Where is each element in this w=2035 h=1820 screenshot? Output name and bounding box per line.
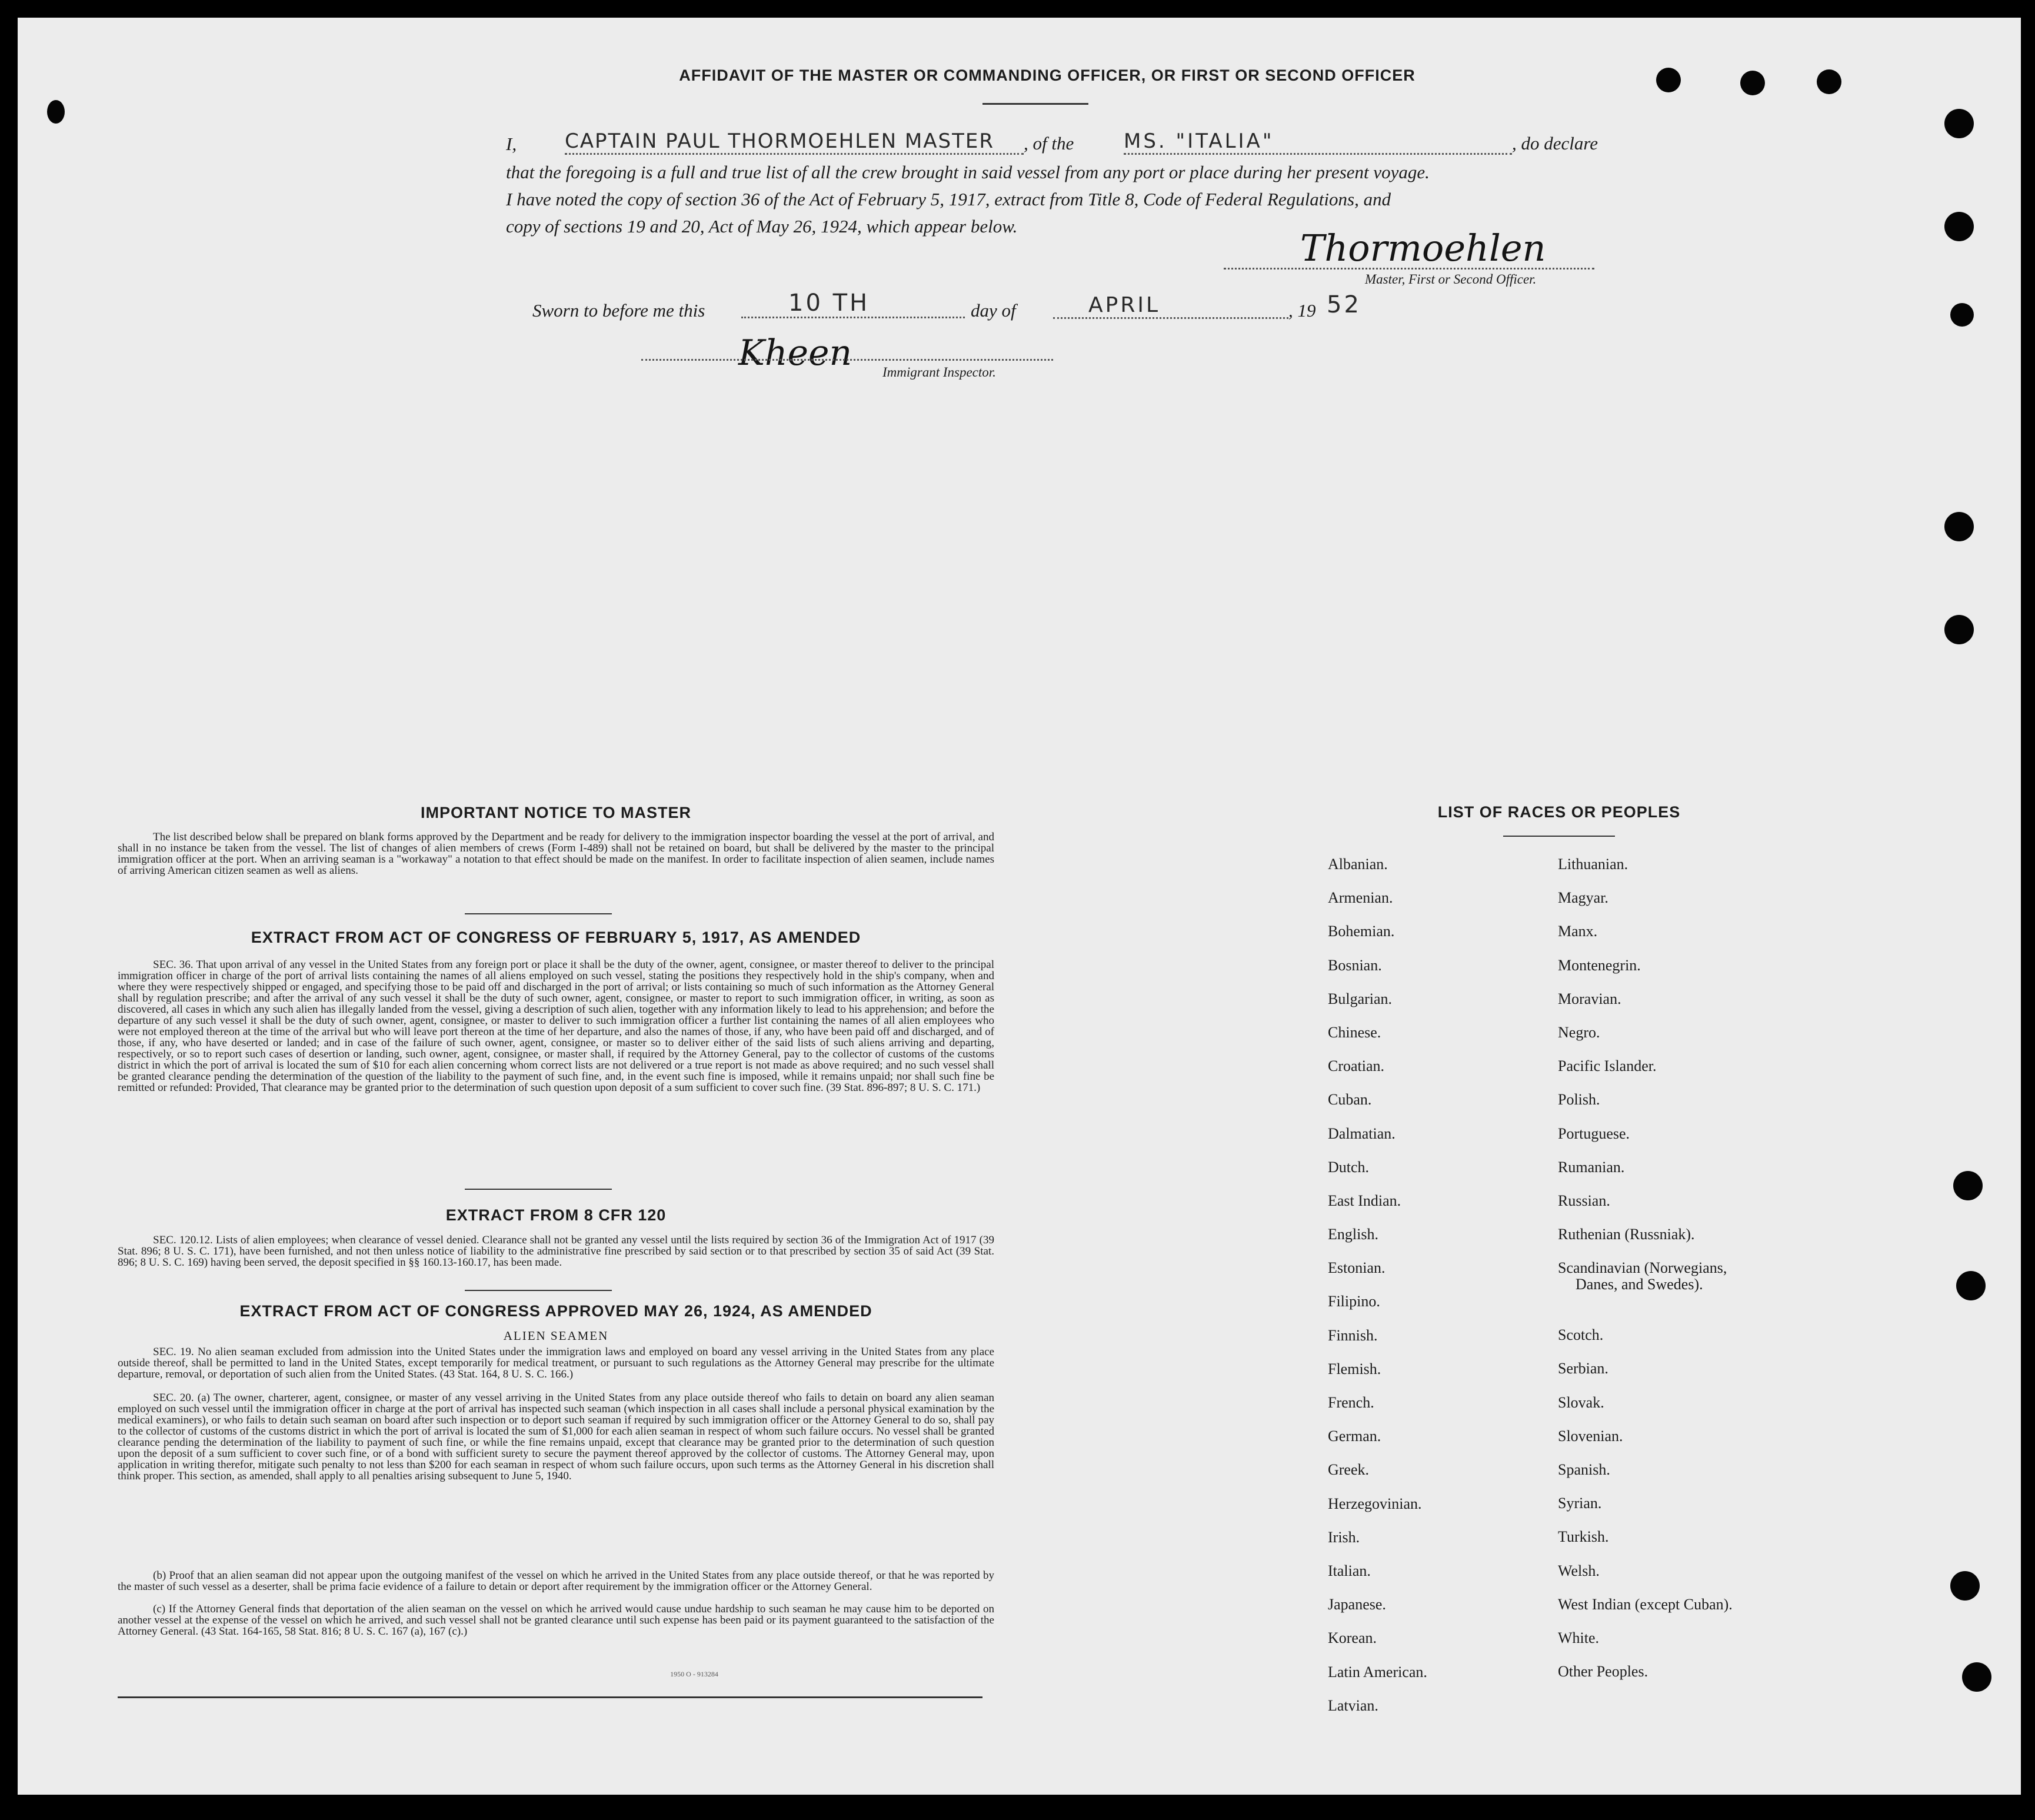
race-item: French. <box>1328 1394 1374 1411</box>
affidavit-title: AFFIDAVIT OF THE MASTER OR COMMANDING OFFICER, OR FIRST OR SECOND OFFICER <box>679 66 1415 84</box>
extract1924-title: EXTRACT FROM ACT OF CONGRESS APPROVED MAY 26, 1924, AS AMENDED <box>239 1302 872 1320</box>
race-item: Chinese. <box>1328 1023 1381 1041</box>
inspector-signature: Kheen <box>738 332 852 374</box>
affidavit-line-1: I, <box>506 134 517 154</box>
race-item: Lithuanian. <box>1558 856 1628 873</box>
extract1924-sec20b: (b) Proof that an alien seaman did not appear upon the outgoing manifest of the vessel on which he arrived in the United States from any place outside thereof, or that he was reported by the master of such vessel as a deserter, shall be prima facie evidence of a failure to detain or deport after requirement by the immigration officer or the Attorney General. <box>118 1569 994 1593</box>
race-item: Albanian. <box>1328 856 1388 873</box>
punch-hole <box>1656 68 1681 92</box>
affidavit-line-3: I have noted the copy of section 36 of the Act of February 5, 1917, extract from Title 8, Code of Federal Regulations, and <box>506 189 1391 209</box>
punch-hole <box>1817 69 1841 94</box>
race-item: Spanish. <box>1558 1461 1610 1478</box>
extract1924-sec20c: (c) If the Attorney General finds that deportation of the alien seaman on the vessel on which he arrived would cause undue hardship to such seaman he may cause him to be deported on another vessel at the expense of the vessel on which he arrived, and such vessel shall not be granted clearance until such expense has been paid or its payment guaranteed to the satisfaction of the Attorney General. (43 Stat. 164-165, 58 Stat. 816; 8 U. S. C. 167 (a), 167 (c).) <box>118 1603 994 1638</box>
punch-hole <box>1950 303 1974 327</box>
extract1917-title: EXTRACT FROM ACT OF CONGRESS OF FEBRUARY 5, 1917, AS AMENDED <box>251 929 861 946</box>
race-item: Serbian. <box>1558 1360 1608 1378</box>
punch-hole <box>1962 1662 1991 1692</box>
race-item: Estonian. <box>1328 1259 1385 1277</box>
race-item: West Indian (except Cuban). <box>1558 1595 1733 1613</box>
race-item: Danes, and Swedes). <box>1576 1276 1703 1293</box>
affidavit-line-4: copy of sections 19 and 20, Act of May 26, 1924, which appear below. <box>506 216 1018 237</box>
race-item: Bulgarian. <box>1328 990 1393 1007</box>
bottom-rule <box>118 1696 982 1698</box>
race-item: Slovenian. <box>1558 1427 1623 1445</box>
notice-title: IMPORTANT NOTICE TO MASTER <box>421 804 691 821</box>
race-item: Irish. <box>1328 1528 1360 1546</box>
race-item: Moravian. <box>1558 990 1621 1007</box>
race-item: Slovak. <box>1558 1393 1604 1411</box>
race-item: Magyar. <box>1558 889 1608 907</box>
sworn-day: 10 TH <box>741 290 965 318</box>
race-item: Pacific Islander. <box>1558 1057 1657 1075</box>
race-item: Latvian. <box>1328 1696 1378 1714</box>
master-caption: Master, First or Second Officer. <box>1365 272 1537 287</box>
race-item: Dalmatian. <box>1328 1124 1395 1142</box>
notice-text: The list described below shall be prepared on blank forms approved by the Department and be ready for delivery to the immigration inspector boarding the vessel at the port of arrival, and shall in no instance be taken from the vessel. The list of changes of alien members of crews (Form I-489) shall not be retained on board, but shall be delivered by the master to the principal immigration officer at the port. When an arriving seaman is a "workaway" a notation to that effect should be made on the manifest. In order to facilitate inspection of alien seamen, include names of arriving American citizen seamen as well as aliens. <box>118 831 994 877</box>
title-rule <box>982 103 1088 105</box>
race-item: Herzegovinian. <box>1328 1495 1422 1512</box>
race-item: Japanese. <box>1328 1596 1386 1613</box>
race-item: Turkish. <box>1558 1528 1609 1546</box>
races-column-2 <box>1558 856 1733 1696</box>
sworn-month: APRIL <box>1053 293 1288 319</box>
master-name: CAPTAIN PAUL THORMOEHLEN MASTER <box>565 129 1024 155</box>
punch-hole <box>1944 109 1974 138</box>
race-item: Latin American. <box>1328 1663 1427 1681</box>
race-item: Korean. <box>1328 1629 1377 1647</box>
vessel-name: MS. "ITALIA" <box>1124 129 1512 155</box>
race-item: Scandinavian (Norwegians, <box>1558 1259 1727 1277</box>
inspector-caption: Immigrant Inspector. <box>882 365 996 380</box>
race-item: Other Peoples. <box>1558 1663 1648 1681</box>
race-item: Welsh. <box>1558 1562 1600 1579</box>
extract1917-text: SEC. 36. That upon arrival of any vessel in the United States from any foreign port or place it shall be the duty of the owner, agent, consignee, or master thereof to deliver to the principal immigration officer in charge of the port of arrival lists containing the names of all aliens employed on such vessel, stating the positions they respectively hold in the ship's company, when and where they were respectively shipped or engaged, and specifying those to be paid off and discharged in the port of arrival; or lists containing so much of such information as the Attorney General shall by regulation prescribe; and after the arrival of any such vessel it shall be the duty of such owner, agent, consignee, or master to report to such immigration officer, in writing, as soon as discovered, all cases in which any such alien has illegally landed from the vessel, giving a description of such alien, together with any information likely to lead to his apprehension; and before the departure of any such vessel it shall be the duty of such owner, agent, consignee, or master to deliver to such immigration officer a further list containing the names of all alien employees who were not employed thereon at the time of the arrival but who will leave port thereon at the time of her departure, and also the names of those, if any, who have been paid off and discharged, and of those, if any, who have deserted or landed; and in case of the failure of such owner, agent, consignee, or master so to deliver either of the said lists of such aliens arriving and departing, respectively, or so to report such cases of desertion or landing, such owner, agent, consignee, or master shall, if required by the Attorney General, pay to the collector of customs of the customs district in which the port of arrival is located the sum of $10 for each alien concerning whom correct lists are not delivered or a true report is not made as above required; and no such vessel shall be granted clearance pending the determination of the question of the liability to the payment of such fine, and, in the event such fine is imposed, while it remains unpaid; nor shall such fine be remitted or refunded: Provided, That clearance may be granted prior to the determination of such question upon deposit of a sum sufficient to cover such fine. (39 Stat. 896-897; 8 U. S. C. 171.) <box>118 959 994 1094</box>
race-item: Italian. <box>1328 1562 1371 1579</box>
master-signature-line <box>1224 268 1594 269</box>
section-rule <box>465 913 612 914</box>
affidavit-line-2: that the foregoing is a full and true list of all the crew brought in said vessel from any port or place during her present voyage. <box>506 162 1430 182</box>
race-item: Polish. <box>1558 1091 1600 1109</box>
race-item: Ruthenian (Russniak). <box>1558 1226 1695 1243</box>
race-item: Rumanian. <box>1558 1158 1625 1176</box>
document-page <box>18 18 2021 1795</box>
section-rule <box>465 1290 612 1291</box>
extract1924-subtitle: ALIEN SEAMEN <box>503 1329 609 1343</box>
punch-hole <box>1944 212 1974 241</box>
extract8cfr-title: EXTRACT FROM 8 CFR 120 <box>445 1206 667 1224</box>
race-item: Armenian. <box>1328 889 1393 907</box>
race-item: Bohemian. <box>1328 923 1395 940</box>
day-of-label: day of <box>971 300 1016 321</box>
punch-hole <box>1950 1571 1980 1601</box>
races-column-1 <box>1328 856 1427 1731</box>
punch-hole <box>1944 512 1974 541</box>
print-code: 1950 O - 913284 <box>670 1670 718 1678</box>
extract1924-sec19: SEC. 19. No alien seaman excluded from admission into the United States under the immigration laws and employed on board any vessel arriving in the United States from any place outside thereof, shall be permitted to land in the United States, except temporarily for medical treatment, or pursuant to such regulations as the Attorney General may prescribe for the ultimate departure, removal, or deportation of such alien from the United States. (43 Stat. 164, 8 U. S. C. 166.) <box>118 1346 994 1380</box>
inspector-signature-line <box>641 359 1053 361</box>
race-item: Bosnian. <box>1328 956 1382 974</box>
extract8cfr-text: SEC. 120.12. Lists of alien employees; when clearance of vessel denied. Clearance shall not be granted any vessel until the lists required by section 36 of the Immigration Act of 1917 (39 Stat. 896; 8 U. S. C. 171), have been furnished, and not then unless notice of liability to the administrative fine prescribed by said section or to that prescribed by section 35 of said Act (39 Stat. 896; 8 U. S. C. 169) having been served, the deposit specified in §§ 160.13-160.17, has been made. <box>118 1234 994 1269</box>
year-prefix: , 19 <box>1288 300 1316 321</box>
race-item: Greek. <box>1328 1461 1370 1479</box>
do-declare-label: , do declare <box>1512 133 1598 154</box>
race-item: German. <box>1328 1428 1381 1445</box>
race-item: Cuban. <box>1328 1091 1372 1109</box>
race-item: Negro. <box>1558 1023 1600 1041</box>
race-item: White. <box>1558 1629 1600 1646</box>
race-item: Russian. <box>1558 1192 1610 1209</box>
race-item: Flemish. <box>1328 1360 1381 1378</box>
race-item: Filipino. <box>1328 1293 1380 1310</box>
race-item: Finnish. <box>1328 1326 1378 1344</box>
race-item: English. <box>1328 1226 1378 1243</box>
race-item: Croatian. <box>1328 1057 1385 1075</box>
year-suffix: 52 <box>1327 291 1361 318</box>
of-the-label: , of the <box>1024 133 1074 154</box>
punch-hole <box>1944 615 1974 644</box>
race-item: East Indian. <box>1328 1192 1401 1209</box>
sworn-label: Sworn to before me this <box>532 300 705 321</box>
race-item: Scotch. <box>1558 1326 1604 1344</box>
master-signature: Thormoehlen <box>1300 227 1546 269</box>
races-rule <box>1503 836 1615 837</box>
punch-hole <box>1956 1271 1986 1300</box>
race-item: Montenegrin. <box>1558 956 1641 974</box>
extract1924-sec20a: SEC. 20. (a) The owner, charterer, agent, consignee, or master of any vessel arriving in the United States from any place outside thereof who fails to detain on board any alien seaman employed on such vessel until the immigration officer in charge at the port of arrival has inspected such seaman (which inspection in all cases shall include a personal physical examination by the medical examiners), or who fails to detain such seaman on board after such inspection or to deport such seaman if required by such immigration officer or the Attorney General to do so, shall pay to the collector of customs of the customs district in which the port of arrival is located the sum of $1,000 for each alien seaman in respect of whom such failure occurs. No vessel shall be granted clearance pending the determination of the liability to payment of such fine, or while the fine remains unpaid, except that clearance may be granted prior to the determination of such question upon the deposit of a sum sufficient to cover such fine, or of a bond with sufficient surety to secure the payment thereof approved by the collector of customs. The Attorney General may, upon application in writing therefor, mitigate such penalty to not less than $200 for each seaman in respect of whom such failure occurs, upon such terms as the Attorney General in his discretion shall think proper. This section, as amended, shall apply to all penalties arising subsequent to June 5, 1940. <box>118 1392 994 1482</box>
race-item: Manx. <box>1558 923 1598 940</box>
section-rule <box>465 1189 612 1190</box>
race-item: Portuguese. <box>1558 1124 1630 1142</box>
punch-hole <box>47 100 65 124</box>
race-item: Syrian. <box>1558 1495 1602 1512</box>
race-item: Dutch. <box>1328 1158 1370 1176</box>
punch-hole <box>1740 71 1765 95</box>
races-title: LIST OF RACES OR PEOPLES <box>1437 803 1681 821</box>
punch-hole <box>1953 1171 1983 1200</box>
